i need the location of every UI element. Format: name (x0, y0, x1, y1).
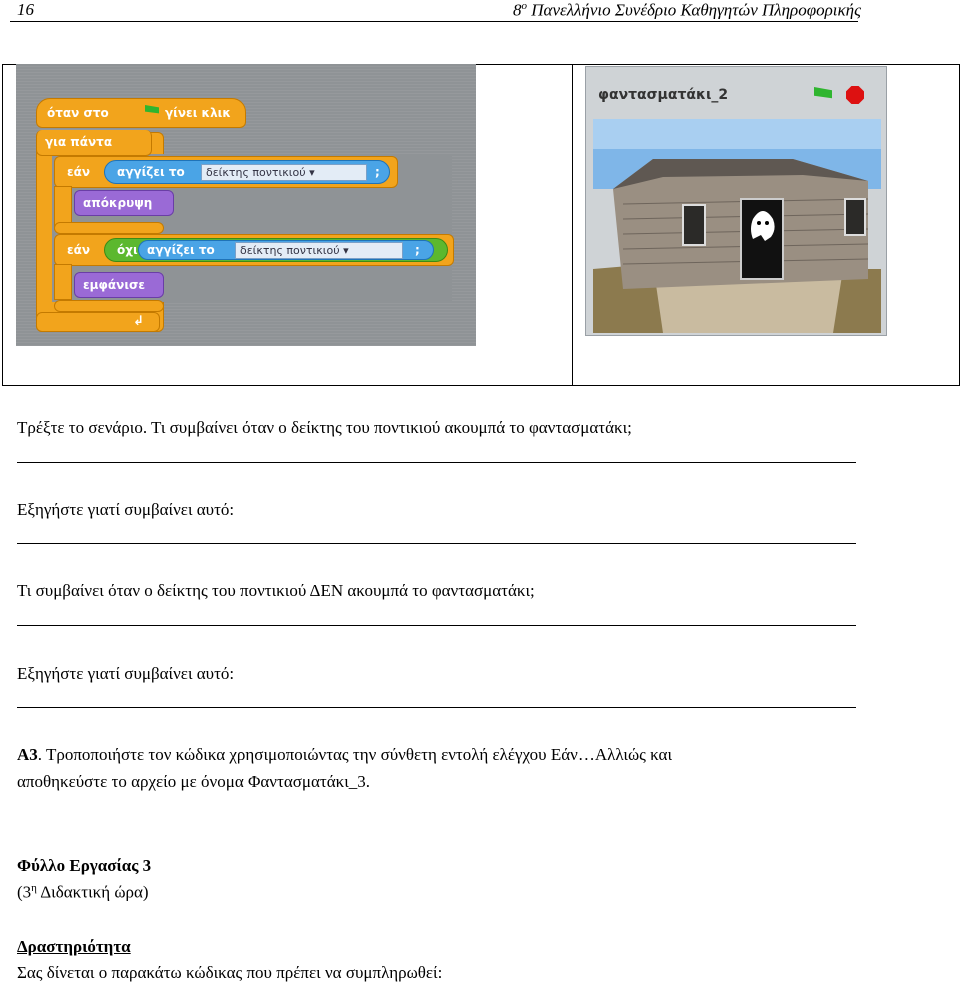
stage-backdrop-image (593, 119, 881, 333)
activity-text: Σας δίνεται ο παρακάτω κώδικας που πρέπει να συμπληρωθεί: (17, 963, 443, 982)
answer-line[interactable] (17, 707, 856, 708)
hat-label-before: όταν στο (47, 106, 109, 120)
if2-footer (54, 300, 164, 312)
scratch-stage (585, 66, 887, 336)
if2-dropdown[interactable]: δείκτης ποντικιού ▾ (235, 242, 403, 259)
hat-label-after: γίνει κλικ (165, 106, 231, 120)
stop-icon[interactable] (846, 86, 864, 104)
if1-dropdown[interactable]: δείκτης ποντικιού ▾ (201, 164, 367, 181)
haunted-house-picture (593, 119, 881, 333)
show-label: εμφάνισε (83, 278, 146, 292)
running-header (513, 0, 861, 21)
touching-condition-1 (104, 160, 390, 184)
if1-end: ; (375, 165, 380, 179)
worksheet-title: Φύλλο Εργασίας 3 (17, 856, 152, 875)
if2-left-arm (54, 264, 72, 300)
loop-arrow-icon: ↲ (133, 314, 144, 329)
if1-footer (54, 222, 164, 234)
activity-title: Δραστηριότητα (17, 937, 131, 956)
explain-1: Εξηγήστε γιατί συμβαίνει αυτό: (17, 500, 235, 519)
green-flag-icon (145, 105, 159, 117)
hide-label: απόκρυψη (83, 196, 153, 210)
answer-line[interactable] (17, 625, 856, 626)
scratch-scripts-area (16, 64, 476, 346)
if1-label: εάν (67, 165, 91, 179)
header-rule (10, 21, 858, 22)
explain-2: Εξηγήστε γιατί συμβαίνει αυτό: (17, 664, 235, 683)
teaching-hour: ($3^\eta$ Διδακτική ώρα) (17, 882, 149, 902)
answer-line[interactable] (17, 462, 856, 463)
conference-ordinal: 8 (513, 0, 522, 20)
if2-label: εάν (67, 243, 91, 257)
if2-condition: αγγίζει το (147, 243, 215, 257)
page-number: 16 (17, 0, 34, 19)
question-1: Τρέξτε το σενάριο. Τι συμβαίνει όταν ο δείκτης του ποντικιού ακουμπά το φαντασματάκι; (17, 418, 632, 437)
task-a3-text-2: αποθηκεύστε το αρχείο με όνομα Φαντασματάκι_3. (17, 772, 371, 791)
hide-block (74, 190, 174, 216)
forever-header (36, 130, 152, 156)
question-2: Τι συμβαίνει όταν ο δείκτης του ποντικιού ΔΕΝ ακουμπά το φαντασματάκι; (17, 581, 535, 600)
sprite-title: φαντασματάκι_2 (598, 87, 729, 103)
task-a3 (17, 745, 672, 765)
table-divider (572, 65, 573, 385)
green-flag-icon[interactable] (814, 87, 832, 103)
if1-condition: αγγίζει το (117, 165, 185, 179)
conference-ordinal-sup: ο (521, 0, 527, 12)
touching-condition-2 (138, 240, 434, 260)
show-block (74, 272, 164, 298)
if2-not: όχι (117, 243, 138, 257)
conference-title: Πανελλήνιο Συνέδριο Καθηγητών Πληροφορικής (527, 0, 861, 20)
forever-label: για πάντα (45, 135, 113, 149)
task-a3-text: . Τροποποιήστε τον κώδικα χρησιμοποιώντας την σύνθετη εντολή ελέγχου Εάν…Αλλιώς και (37, 745, 673, 764)
task-a3-label: Α3 (17, 745, 38, 764)
answer-line[interactable] (17, 543, 856, 544)
if2-end: ; (415, 243, 420, 257)
forever-footer (36, 312, 160, 332)
when-flag-clicked-block (36, 98, 246, 128)
